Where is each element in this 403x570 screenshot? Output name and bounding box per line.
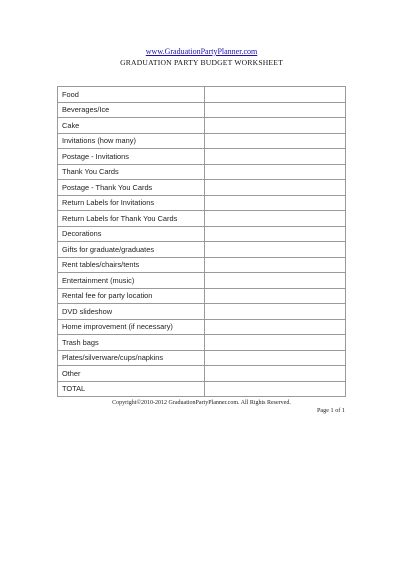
budget-item-label: Invitations (how many) (58, 133, 205, 149)
table-row (58, 335, 346, 351)
budget-amount-cell[interactable] (204, 180, 346, 196)
budget-item-label: Home improvement (if necessary) (58, 319, 205, 335)
budget-item-label: Food (58, 87, 205, 103)
document-title: GRADUATION PARTY BUDGET WORKSHEET (120, 58, 283, 67)
table-row (58, 211, 346, 227)
budget-amount-cell[interactable] (204, 335, 346, 351)
page-number: Page 1 of 1 (316, 407, 345, 414)
budget-rows (58, 87, 346, 397)
budget-item-label: DVD slideshow (58, 304, 205, 320)
budget-item-label: Beverages/Ice (58, 102, 205, 118)
budget-item-label: Plates/silverware/cups/napkins (58, 350, 205, 366)
budget-amount-cell[interactable] (204, 149, 346, 165)
budget-item-label: Return Labels for Thank You Cards (58, 211, 205, 227)
table-row (58, 87, 346, 103)
budget-item-label: Entertainment (music) (58, 273, 205, 289)
budget-amount-cell[interactable] (204, 226, 346, 242)
table-row (58, 180, 346, 196)
table-row (58, 319, 346, 335)
table-row (58, 118, 346, 134)
table-row (58, 102, 346, 118)
budget-item-label: Rent tables/chairs/tents (58, 257, 205, 273)
budget-item-label: Thank You Cards (58, 164, 205, 180)
budget-amount-cell[interactable] (204, 257, 346, 273)
table-row (58, 133, 346, 149)
budget-amount-cell[interactable] (204, 164, 346, 180)
budget-amount-cell[interactable] (204, 211, 346, 227)
table-row (58, 381, 346, 397)
table-row (58, 195, 346, 211)
budget-item-label: Return Labels for Invitations (58, 195, 205, 211)
table-row (58, 164, 346, 180)
table-row (58, 366, 346, 382)
table-row (58, 350, 346, 366)
budget-amount-cell[interactable] (204, 195, 346, 211)
budget-amount-cell[interactable] (204, 304, 346, 320)
table-row (58, 273, 346, 289)
budget-item-label: TOTAL (58, 381, 205, 397)
budget-item-label: Rental fee for party location (58, 288, 205, 304)
budget-item-label: Postage - Invitations (58, 149, 205, 165)
copyright-notice: Copyright©2010-2012 GraduationPartyPlanner.com. All Rights Reserved. (112, 400, 291, 406)
budget-item-label: Cake (58, 118, 205, 134)
budget-table (57, 86, 346, 397)
site-link[interactable]: www.GraduationPartyPlanner.com (145, 47, 258, 56)
budget-item-label: Other (58, 366, 205, 382)
budget-item-label: Gifts for graduate/graduates (58, 242, 205, 258)
budget-item-label: Postage - Thank You Cards (58, 180, 205, 196)
budget-amount-cell[interactable] (204, 350, 346, 366)
budget-amount-cell[interactable] (204, 242, 346, 258)
table-row (58, 304, 346, 320)
budget-amount-cell[interactable] (204, 273, 346, 289)
budget-item-label: Decorations (58, 226, 205, 242)
budget-item-label: Trash bags (58, 335, 205, 351)
budget-amount-cell[interactable] (204, 118, 346, 134)
table-row (58, 242, 346, 258)
budget-amount-cell[interactable] (204, 288, 346, 304)
table-row (58, 288, 346, 304)
table-row (58, 257, 346, 273)
table-row (58, 149, 346, 165)
table-row (58, 226, 346, 242)
budget-amount-cell[interactable] (204, 366, 346, 382)
budget-amount-cell[interactable] (204, 381, 346, 397)
budget-amount-cell[interactable] (204, 133, 346, 149)
budget-amount-cell[interactable] (204, 102, 346, 118)
budget-amount-cell[interactable] (204, 87, 346, 103)
budget-amount-cell[interactable] (204, 319, 346, 335)
